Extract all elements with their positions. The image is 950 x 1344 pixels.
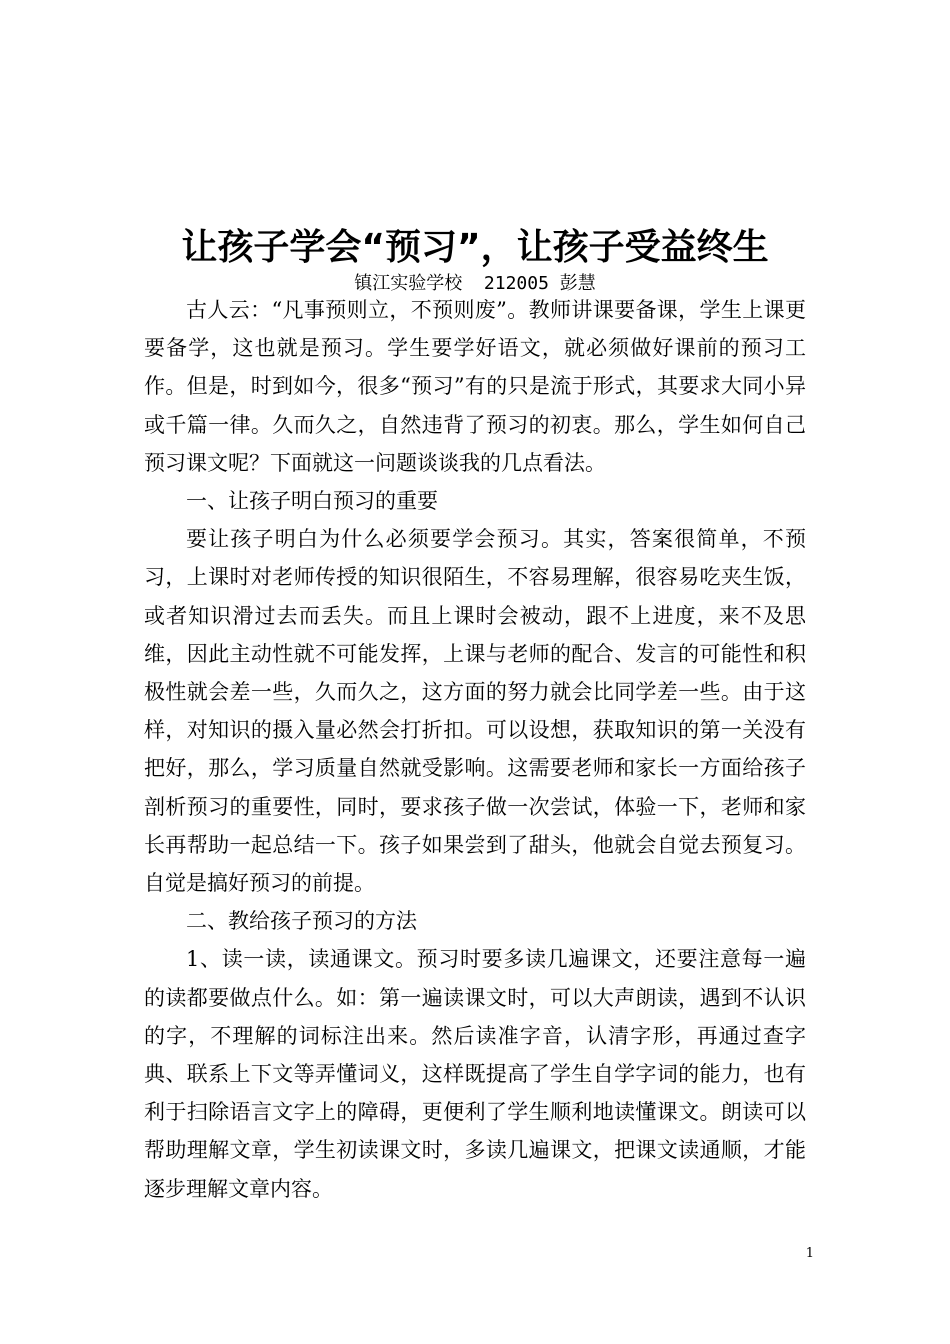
paragraph-intro: 古人云：“凡事预则立，不预则废”。教师讲课要备课，学生上课更要备学，这也就是预习。学生要学好语文，就必须做好课前的预习工作。但是，时到如今，很多“预习”有的只是流于形式，其要求大同小异或千篇一律。久而久之，自然违背了预习的初衷。那么，学生如何自己预习课文呢？下面就这一问题谈谈我的几点看法。 bbox=[144, 298, 806, 475]
author-byline: 镇江实验学校 212005 彭慧 bbox=[354, 273, 596, 294]
paragraph-section-1: 要让孩子明白为什么必须要学会预习。其实，答案很简单，不预习，上课时对老师传授的知识很陌生，不容易理解，很容易吃夹生饭，或者知识滑过去而丢失。而且上课时会被动，跟不上进度，来不及思维，因此主动性就不可能发挥，上课与老师的配合、发言的可能性和积极性就会差一些，久而久之，这方面的努力就会比同学差一些。由于这样，对知识的摄入量必然会打折扣。可以设想，获取知识的第一关没有把好，那么，学习质量自然就受影响。这需要老师和家长一方面给孩子剖析预习的重要性，同时，要求孩子做一次尝试，体验一下，老师和家长再帮助一起总结一下。孩子如果尝到了甜头，他就会自觉去预复习。自觉是搞好预习的前提。 bbox=[144, 527, 806, 896]
page-number: 1 bbox=[805, 1246, 814, 1261]
section-heading-2: 二、教给孩子预习的方法 bbox=[186, 909, 417, 934]
section-heading-1: 一、让孩子明白预习的重要 bbox=[186, 489, 438, 514]
document-body bbox=[144, 291, 806, 1208]
document-title: 让孩子学会“预习”，让孩子受益终生 bbox=[181, 227, 769, 268]
paragraph-section-2-item-1: 1、读一读，读通课文。预习时要多读几遍课文，还要注意每一遍的读都要做点什么。如：第一遍读课文时，可以大声朗读，遇到不认识的字，不理解的词标注出来。然后读准字音，认清字形，再通过查字典、联系上下文等弄懂词义，这样既提高了学生自学字词的能力，也有利于扫除语言文字上的障碍，更便利了学生顺利地读懂课文。朗读可以帮助理解文章，学生初读课文时，多读几遍课文，把课文读通顺，才能逐步理解文章内容。 bbox=[144, 947, 806, 1201]
